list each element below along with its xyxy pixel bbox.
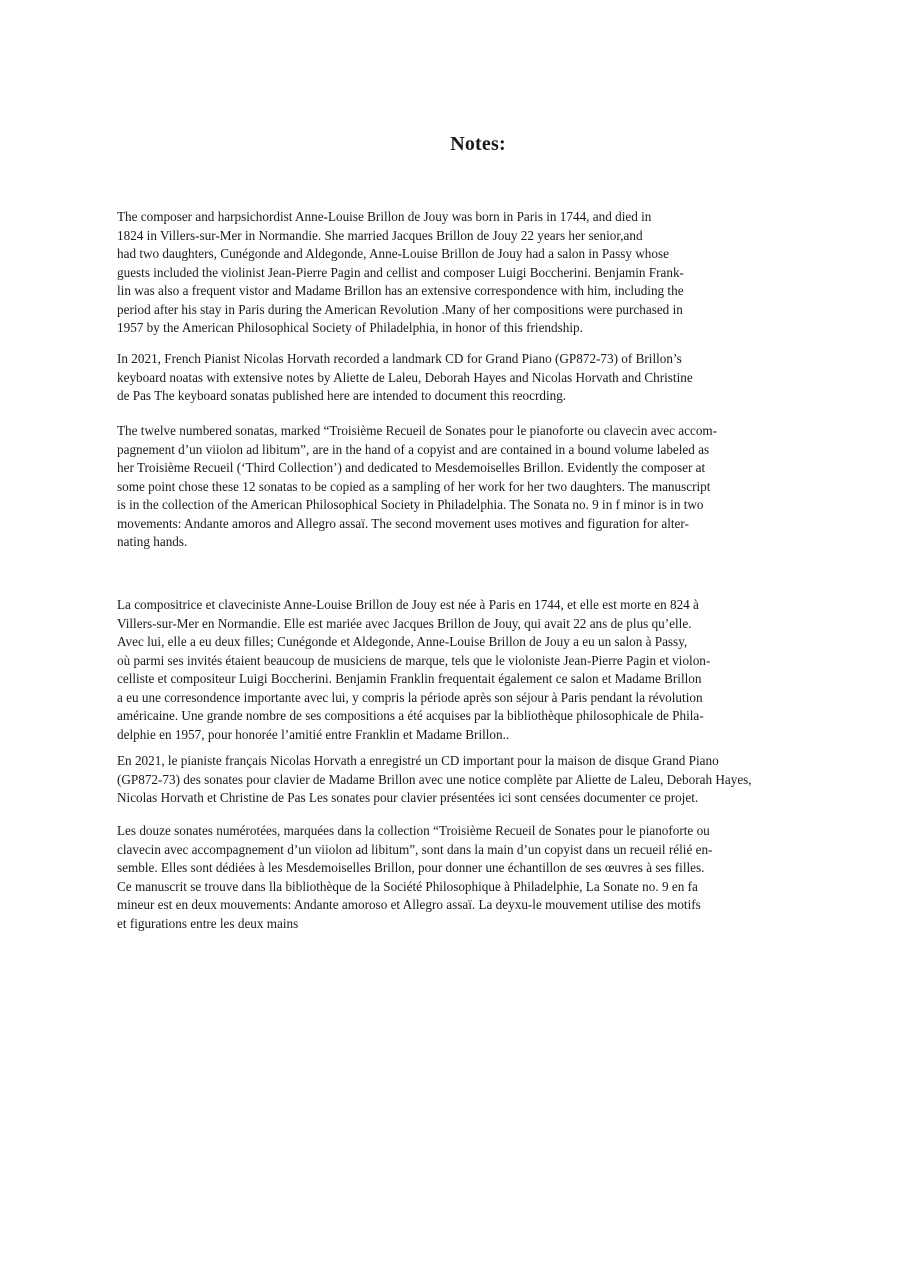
text-line: celliste et compositeur Luigi Boccherini. Benjamin Franklin frequentait également ce salon et Madame Brillon [117, 671, 702, 686]
text-line: Ce manuscrit se trouve dans lla bibliothèque de la Société Philosophique à Philadelphie, La Sonate no. 9 en fa [117, 878, 698, 894]
text-line: a eu une corresondence importante avec lui, y compris la période après son séjour à Paris pendant la révolution [117, 689, 703, 705]
page-title: Notes: [450, 133, 506, 155]
text-line: Les douze sonates numérotées, marquées dans la collection “Troisième Recueil de Sonates pour le pianoforte ou [117, 823, 710, 838]
french-paragraph-recording [117, 752, 752, 808]
text-line: 1957 by the American Philosophical Society of Philadelphia, in honor of this friendship. [117, 320, 583, 335]
text-line: pagnement d’un viiolon ad libitum”, are in the hand of a copyist and are contained in a bound volume labeled as [117, 441, 710, 457]
text-line: nating hands. [117, 534, 188, 549]
text-line: movements: Andante amoros and Allegro assaï. The second movement uses motives and figuration for alter- [117, 515, 689, 531]
text-line: En 2021, le pianiste français Nicolas Horvath a enregistré un CD important pour la maison de disque Grand Piano [117, 753, 719, 768]
text-line: mineur est en deux mouvements: Andante amoroso et Allegro assaï. La deyxu-le mouvement utilise des motifs [117, 897, 701, 912]
english-paragraph-recording [117, 350, 693, 406]
text-line: some point chose these 12 sonatas to be copied as a sampling of her work for her two daughters. The manuscript [117, 478, 711, 494]
text-line: keyboard noatas with extensive notes by Aliette de Laleu, Deborah Hayes and Nicolas Horvath and Christine [117, 369, 693, 385]
french-paragraph-biography [117, 596, 710, 744]
text-line: où parmi ses invités étaient beaucoup de musiciens de marque, tels que le violoniste Jean-Pierre Pagin et violon- [117, 652, 711, 668]
text-line: (GP872-73) des sonates pour clavier de Madame Brillon avec une notice complète par Aliette de Laleu, Deborah Hayes, [117, 771, 752, 787]
text-line: clavecin avec accompagnement d’un viiolon ad libitum”, sont dans la main d’un copyist dans un recueil rélié en- [117, 841, 713, 857]
text-line: de Pas The keyboard sonatas published here are intended to document this reocrding. [117, 388, 567, 403]
text-line: américaine. Une grande nombre de ses compositions a été acquises par la bibliothèque philosophicale de Phila- [117, 708, 704, 723]
text-line: semble. Elles sont dédiées à les Mesdemoiselles Brillon, pour donner une échantillon de ses œuvres à ses filles. [117, 860, 705, 875]
text-line: her Troisième Recueil (‘Third Collection’) and dedicated to Mesdemoiselles Brillon. Evidently the composer at [117, 460, 706, 475]
text-line: The composer and harpsichordist Anne-Louise Brillon de Jouy was born in Paris in 1744, and died in [117, 209, 652, 224]
text-line: La compositrice et claveciniste Anne-Louise Brillon de Jouy est née à Paris en 1744, et elle est morte en 824 à [117, 597, 699, 612]
text-line: had two daughters, Cunégonde and Aldegonde, Anne-Louise Brillon de Jouy had a salon in Passy whose [117, 246, 669, 261]
french-paragraph-sonatas [117, 822, 712, 933]
text-line: lin was also a frequent vistor and Madame Brillon has an extensive correspondence with him, including the [117, 283, 684, 298]
text-line: In 2021, French Pianist Nicolas Horvath recorded a landmark CD for Grand Piano (GP872-73) of Brillon’s [117, 351, 682, 366]
text-line: Villers-sur-Mer en Normandie. Elle est mariée avec Jacques Brillon de Jouy, qui avait 22 ans de plus qu’elle. [117, 615, 692, 631]
text-line: guests included the violinist Jean-Pierre Pagin and cellist and composer Luigi Boccherini. Benjamin Frank- [117, 264, 684, 280]
text-line: period after his stay in Paris during the American Revolution .Many of her compositions were purchased in [117, 301, 683, 317]
text-line: Avec lui, elle a eu deux filles; Cunégonde et Aldegonde, Anne-Louise Brillon de Jouy a eu un salon à Passy, [117, 634, 688, 649]
english-paragraph-sonatas [117, 422, 717, 552]
text-line: 1824 in Villers-sur-Mer in Normandie. She married Jacques Brillon de Jouy 22 years her senior,and [117, 227, 643, 243]
text-line: Nicolas Horvath et Christine de Pas Les sonates pour clavier présentées ici sont censées documenter ce projet. [117, 790, 699, 805]
text-line: et figurations entre les deux mains [117, 915, 299, 931]
english-paragraph-biography [117, 208, 684, 338]
text-line: delphie en 1957, pour honorée l’amitié entre Franklin et Madame Brillon.. [117, 726, 510, 742]
text-line: The twelve numbered sonatas, marked “Troisième Recueil de Sonates pour le pianoforte ou clavecin avec accom- [117, 423, 718, 438]
text-line: is in the collection of the American Philosophical Society in Philadelphia. The Sonata no. 9 in f minor is in two [117, 497, 704, 512]
